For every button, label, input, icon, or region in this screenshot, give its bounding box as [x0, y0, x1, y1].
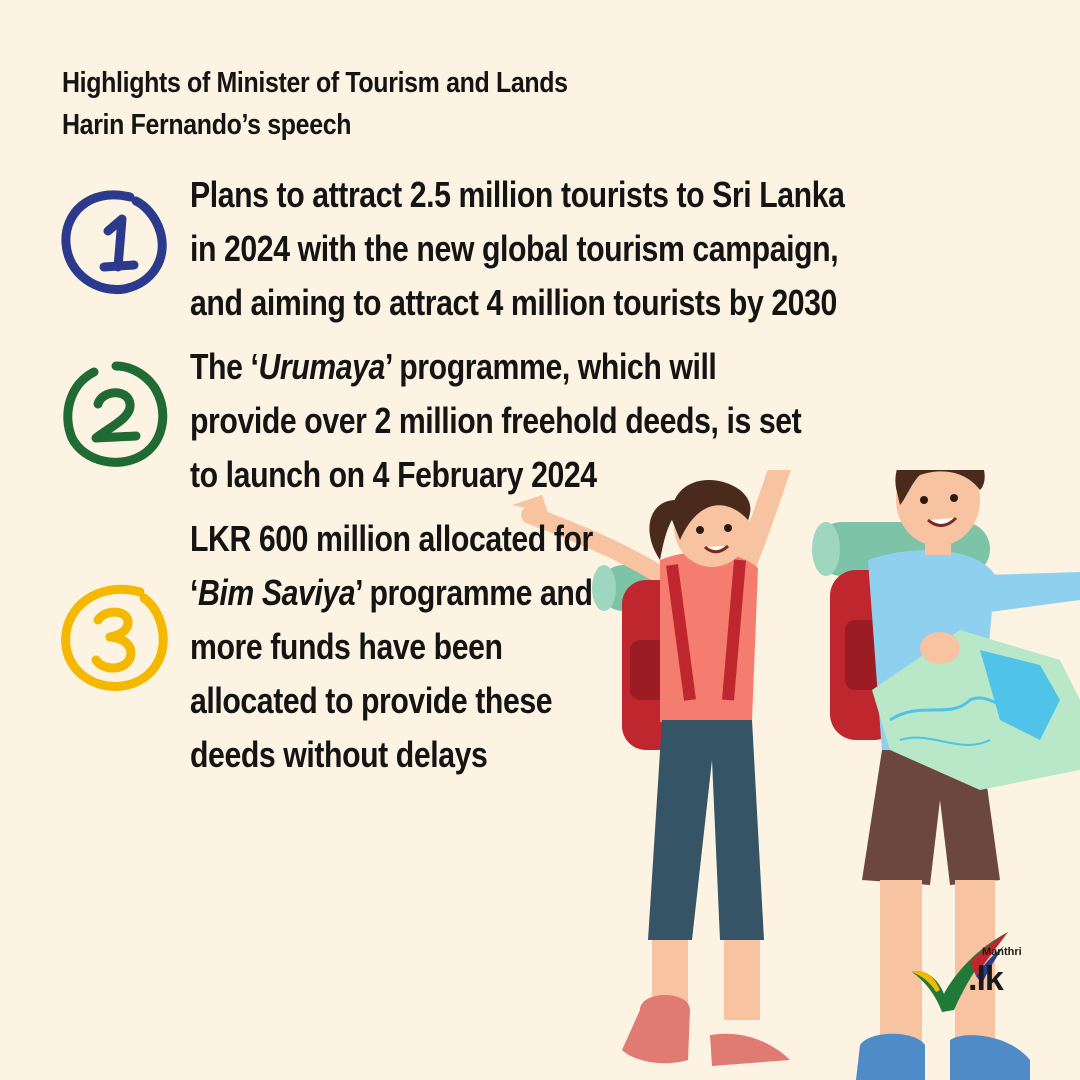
item-1-line-2: in 2024 with the new global tourism campaign, — [190, 228, 839, 269]
item-3-line-5: deeds without delays — [190, 734, 488, 775]
highlight-item-2 — [190, 340, 801, 502]
number-three-icon — [58, 582, 170, 694]
logo-big-text: .lk — [968, 960, 1003, 998]
item-3-line-4: allocated to provide these — [190, 680, 553, 721]
item-2-line-2: provide over 2 million freehold deeds, is set — [190, 400, 802, 441]
logo-small-text: Manthri — [982, 946, 1022, 958]
title-line-2: Harin Fernando’s speech — [62, 109, 352, 141]
highlight-item-1 — [190, 168, 845, 330]
number-one-icon — [58, 185, 170, 297]
title-line-1: Highlights of Minister of Tourism and Lands — [62, 67, 568, 99]
number-two-icon — [58, 358, 170, 470]
highlight-item-3 — [190, 512, 593, 782]
item-2-line-3: to launch on 4 February 2024 — [190, 454, 597, 495]
item-3-line-3: more funds have been — [190, 626, 503, 667]
item-2-line-1: The ‘Urumaya’ programme, which will — [190, 346, 717, 387]
item-1-line-1: Plans to attract 2.5 million tourists to Sri Lanka — [190, 174, 845, 215]
urumaya-italic: Urumaya — [258, 346, 385, 387]
manthri-lk-logo — [910, 932, 1020, 1022]
page-title — [62, 62, 568, 146]
item-1-line-3: and aiming to attract 4 million tourists by 2030 — [190, 282, 837, 323]
item-3-line-1: LKR 600 million allocated for — [190, 518, 593, 559]
item-3-line-2: ‘Bim Saviya’ programme and — [190, 572, 593, 613]
bim-saviya-italic: Bim Saviya — [197, 572, 356, 613]
